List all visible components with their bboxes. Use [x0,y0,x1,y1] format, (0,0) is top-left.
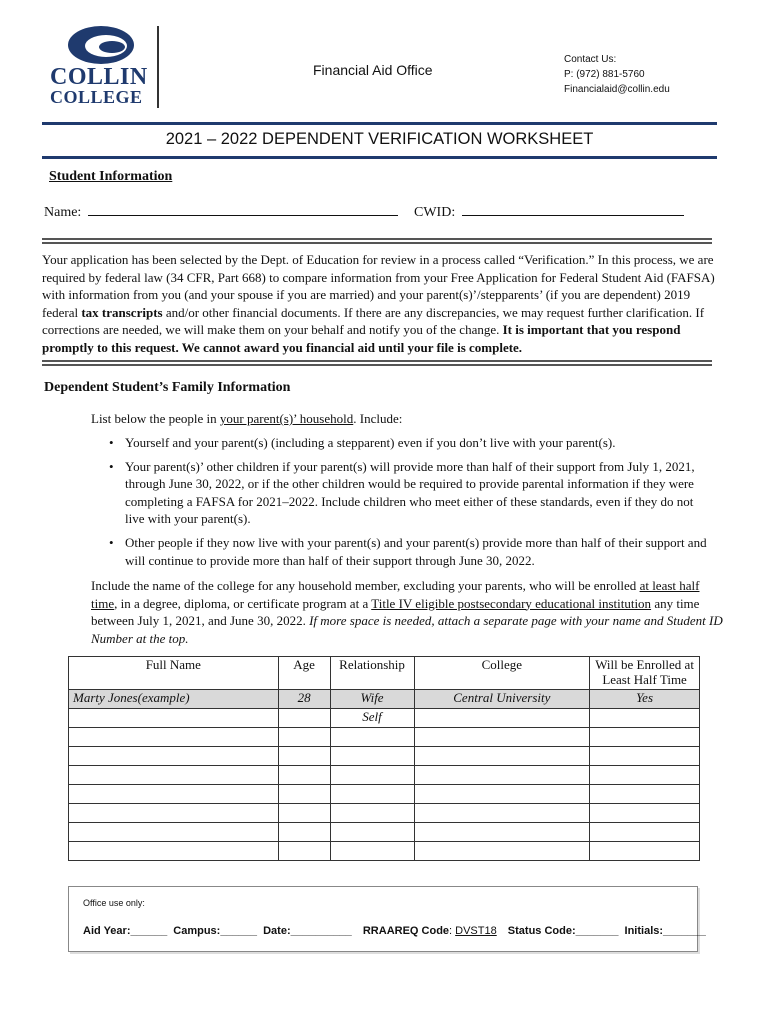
cell-college[interactable] [414,823,590,842]
table-row-example [69,690,700,709]
intro-paragraph [42,251,718,357]
contact-email: Financialaid@collin.edu [564,84,670,95]
cell-age[interactable] [278,709,330,728]
include-italic: If more space is needed, attach a separate page with your name and Student ID Number at the top. [91,613,723,646]
logo-swoosh-icon [66,24,136,66]
cell-relationship[interactable] [330,747,414,766]
cell-age[interactable] [278,766,330,785]
cell-name[interactable] [69,804,279,823]
header-enrolled: Will be Enrolled at Least Half Time [590,657,700,690]
include-pre: Include the name of the college for any household member, excluding your parents, who will be enrolled [91,578,640,593]
cell-college[interactable] [414,804,590,823]
title-rule-bottom [42,156,717,159]
list-intro-link: your parent(s)’ household [219,411,354,426]
cell-enrolled[interactable] [590,766,700,785]
header-age: Age [278,657,330,690]
example-college: Central University [414,690,590,709]
cell-college[interactable] [414,728,590,747]
cell-name[interactable] [69,785,279,804]
contact-phone: P: (972) 881-5760 [564,69,645,80]
table-row [69,785,700,804]
cell-enrolled[interactable] [590,785,700,804]
cell-college[interactable] [414,785,590,804]
cell-relationship[interactable] [330,766,414,785]
cell-name[interactable] [69,842,279,861]
cell-enrolled[interactable] [590,842,700,861]
cell-college[interactable] [414,842,590,861]
include-u1: at least half time [91,578,700,611]
cell-age[interactable] [278,747,330,766]
list-intro-pre: List below the people in [91,411,220,426]
office-name: Financial Aid Office [313,62,433,78]
cell-name[interactable] [69,709,279,728]
divider-2 [42,360,712,366]
cell-age[interactable] [278,842,330,861]
list-intro-post: . Include: [353,411,403,426]
intro-text-1: Your application has been selected by the Dept. of Education for review in a process called “Verification.” In this process, we are required by federal law (34 CFR, Part 668) to compare information from your Free Application for Federal Student Aid (FAFSA) with information from you (and your spouse if you are married) and your parent(s)’/stepparents’ (if you are dependent) 2019 federal [42,252,715,320]
rraareq-label: RRAAREQ Code [362,925,450,937]
intro-bold-2: It is important that you respond promptly to this request. We cannot award you financial aid until your file is complete. [42,322,681,355]
status-code-field: Status Code:_______ [507,925,619,937]
table-row [69,728,700,747]
cwid-input[interactable] [462,203,684,216]
contact-block [564,52,670,97]
cell-relationship[interactable] [330,842,414,861]
cell-enrolled[interactable] [590,747,700,766]
campus-field: Campus:______ [173,925,258,937]
name-label: Name: [44,205,82,220]
table-row [69,804,700,823]
cell-enrolled[interactable] [590,728,700,747]
table-row [69,823,700,842]
cell-relationship-self: Self [330,709,414,728]
name-field-row [44,203,398,221]
logo-line1: COLLIN [50,64,148,90]
cell-enrolled[interactable] [590,804,700,823]
cwid-label: CWID: [414,205,456,220]
table-row [69,766,700,785]
cell-relationship[interactable] [330,804,414,823]
header-full-name: Full Name [69,657,279,690]
household-table [68,656,700,861]
rraareq-value: DVST18 [455,925,497,937]
cell-name[interactable] [69,766,279,785]
example-age: 28 [278,690,330,709]
collin-college-logo [46,24,152,108]
example-name: Marty Jones(example) [69,690,279,709]
include-u2: Title IV eligible postsecondary educational institution [371,595,652,611]
cell-age[interactable] [278,785,330,804]
list-item: • Your parent(s)’ other children if your parent(s) will provide more than half of their support from July 1, 2021, through June 30, 2022, or if the other children would be required to provide parental information if they were completing a FAFSA for 2021–2022. Include children who meet either of these standards, even if they do not live with your parent(s). [107,458,707,528]
list-item: • Yourself and your parent(s) (including a stepparent) even if you don’t live with your parent(s). [107,434,707,452]
name-input[interactable] [88,203,398,216]
date-field: Date:__________ [263,925,352,937]
cell-enrolled[interactable] [590,709,700,728]
cell-enrolled[interactable] [590,823,700,842]
cell-college[interactable] [414,747,590,766]
aid-year-field: Aid Year:______ [83,925,168,937]
include-post: any time between July 1, 2021, and June 30, 2022. [91,595,700,629]
table-row [69,842,700,861]
divider-1 [42,238,712,244]
cell-age[interactable] [278,823,330,842]
list-item: • Other people if they now live with your parent(s) and your parent(s) provide more than half of their support and will continue to provide more than half of their support through June 30, 2022. [107,534,707,569]
table-header-row [69,657,700,690]
cell-age[interactable] [278,728,330,747]
contact-label: Contact Us: [564,54,617,65]
cell-age[interactable] [278,804,330,823]
title-rule-top [42,122,717,125]
office-fields-row [83,925,706,937]
rraareq-colon: : [449,925,456,937]
include-mid: , in a degree, diploma, or certificate program at a [114,595,372,611]
logo-line2: COLLEGE [50,87,143,107]
cell-relationship[interactable] [330,785,414,804]
cell-college[interactable] [414,766,590,785]
cell-name[interactable] [69,728,279,747]
family-heading: Dependent Student’s Family Information [44,380,291,395]
cell-relationship[interactable] [330,728,414,747]
header-divider [157,26,159,108]
office-use-box [68,886,706,952]
list-intro [91,410,402,428]
table-row [69,747,700,766]
include-paragraph [91,577,723,647]
header-college: College [414,657,590,690]
intro-text-2: and/or other financial documents. If there are any discrepancies, we may request further clarification. If corrections are needed, we will make them on your behalf and notify you of the change. [42,304,705,338]
student-info-heading: Student Information [49,169,173,184]
example-relationship: Wife [330,690,414,709]
example-enrolled: Yes [590,690,700,709]
table-row [69,709,700,728]
intro-bold-1: tax transcripts [81,304,163,320]
cell-name[interactable] [69,747,279,766]
cell-name[interactable] [69,823,279,842]
include-list [107,434,707,575]
page-title: 2021 – 2022 DEPENDENT VERIFICATION WORKSHEET [165,130,594,148]
office-use-label: Office use only: [83,898,145,908]
header-relationship: Relationship [330,657,414,690]
initials-field: Initials:_______ [624,925,706,937]
cell-college[interactable] [414,709,590,728]
cwid-field-row [414,203,684,221]
cell-relationship[interactable] [330,823,414,842]
